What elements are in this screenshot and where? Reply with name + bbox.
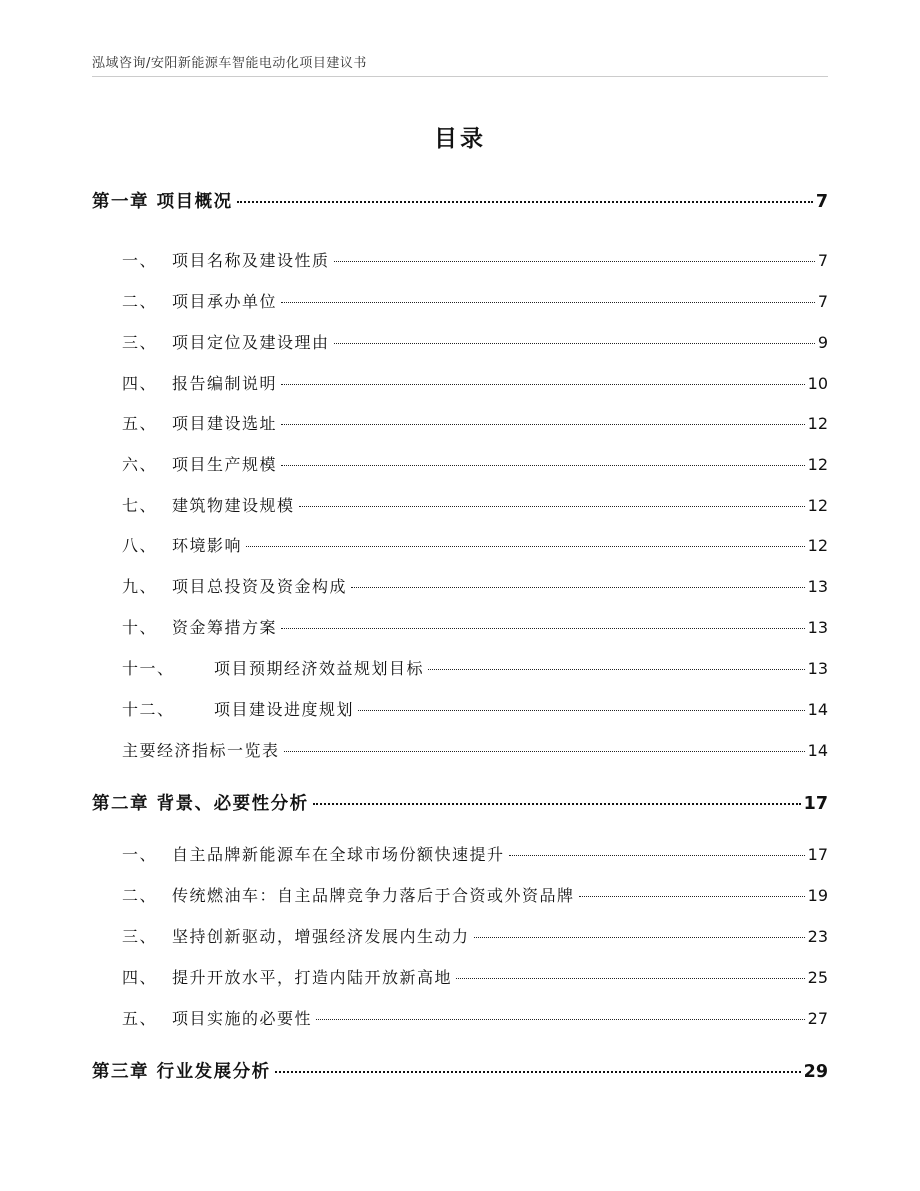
toc-section-entry[interactable] [122,371,828,394]
toc-page-number: 14 [807,741,828,760]
toc-entry-label [122,411,277,434]
toc-page-number: 7 [815,192,828,212]
toc-entry-text: 项目预期经济效益规划目标 [214,659,425,678]
toc-entry-label [122,1006,312,1029]
toc-section-entry[interactable] [122,411,828,434]
toc-page-number: 7 [817,251,828,270]
toc-entry-text: 第三章 行业发展分析 [92,1062,271,1082]
toc-section-entry[interactable] [122,574,828,597]
toc-chapter-entry[interactable] [92,790,828,815]
dot-leader [351,587,805,588]
toc-page-number: 7 [817,292,828,311]
toc-entry-text: 项目名称及建设性质 [172,251,330,270]
toc-entry-number: 二、 [122,292,158,311]
toc-page-number: 17 [807,845,828,864]
toc-entry-label [122,965,452,988]
toc-entry-label [122,493,295,516]
toc-entry-label [122,697,354,720]
toc-entry-text: 项目承办单位 [172,292,278,311]
toc-entry-number: 一、 [122,845,158,864]
dot-leader [474,937,805,938]
toc-entry-label [92,790,309,815]
toc-entry-text: 提升开放水平，打造内陆开放新高地 [172,968,453,987]
toc-entry-label [122,574,347,597]
toc-entry-label [92,1058,271,1083]
toc-entry-label [122,248,330,271]
toc-page-number: 12 [807,455,828,474]
toc-entry-number: 七、 [122,496,158,515]
toc-section-entry[interactable] [122,493,828,516]
toc-page-number: 13 [807,659,828,678]
dot-leader [316,1019,805,1020]
dot-leader [456,978,805,979]
toc-section-entry[interactable] [122,289,828,312]
header-divider [92,76,828,77]
toc-entry-text: 传统燃油车：自主品牌竞争力落后于合资或外资品牌 [172,886,575,905]
toc-entry-text: 项目建设选址 [172,414,278,433]
toc-section-entry[interactable] [122,965,828,988]
toc-entry-number: 二、 [122,886,158,905]
toc-entry-text: 建筑物建设规模 [172,496,295,515]
dot-leader [579,896,805,897]
toc-page-number: 12 [807,496,828,515]
toc-entry-text: 自主品牌新能源车在全球市场份额快速提升 [172,845,505,864]
toc-page-number: 23 [807,927,828,946]
dot-leader [334,343,815,344]
dot-leader [281,384,805,385]
toc-entry-text: 坚持创新驱动，增强经济发展内生动力 [172,927,470,946]
toc-entry-label [122,738,280,761]
toc-entry-text: 报告编制说明 [172,374,278,393]
toc-page-number: 14 [807,700,828,719]
toc-entry-text: 项目生产规模 [172,455,278,474]
toc-page-number: 29 [803,1062,828,1082]
toc-page-number: 27 [807,1009,828,1028]
dot-leader [246,546,805,547]
toc-entry-number: 五、 [122,1009,158,1028]
toc-entry-number: 八、 [122,536,158,555]
toc-page-number: 10 [807,374,828,393]
page-title: 目录 [434,126,486,152]
toc-entry-text: 主要经济指标一览表 [122,741,280,760]
toc-section-entry[interactable] [122,533,828,556]
toc-entry-number: 十二、 [122,700,175,719]
dot-leader [281,424,805,425]
toc-entry-label [122,924,470,947]
dot-leader [281,465,805,466]
toc-page-number: 19 [807,886,828,905]
toc-entry-label [92,188,233,213]
toc-chapter-entry[interactable] [92,1058,828,1083]
dot-leader [275,1071,801,1073]
dot-leader [428,669,805,670]
toc-entry-label [122,842,505,865]
toc-entry-number: 九、 [122,577,158,596]
toc-entry-number: 三、 [122,333,158,352]
dot-leader [509,855,805,856]
running-header: 泓域咨询/安阳新能源车智能电动化项目建议书 [92,56,367,71]
toc-entry-label [122,371,277,394]
toc-section-entry[interactable] [122,697,828,720]
toc-section-entry[interactable] [122,883,828,906]
toc-entry-text: 项目实施的必要性 [172,1009,313,1028]
toc-section-entry[interactable] [122,924,828,947]
dot-leader [299,506,805,507]
dot-leader [237,201,813,203]
toc-entry-number: 四、 [122,374,158,393]
toc-section-entry[interactable] [122,452,828,475]
toc-entry-text: 项目定位及建设理由 [172,333,330,352]
toc-entry-number: 四、 [122,968,158,987]
dot-leader [284,751,805,752]
dot-leader [334,261,815,262]
toc-section-entry[interactable] [122,1006,828,1029]
toc-entry-text: 第一章 项目概况 [92,192,233,212]
toc-entry-text: 项目建设进度规划 [214,700,355,719]
toc-entry-number: 三、 [122,927,158,946]
toc-entry-label [122,452,277,475]
toc-entry-text: 资金筹措方案 [172,618,278,637]
toc-page-number: 12 [807,536,828,555]
toc-page-number: 13 [807,618,828,637]
toc-section-entry[interactable] [122,842,828,865]
toc-section-entry[interactable] [122,248,828,271]
toc-entry-number: 十、 [122,618,158,637]
toc-page-number: 9 [817,333,828,352]
toc-section-entry[interactable] [122,656,828,679]
toc-entry-label [122,615,277,638]
dot-leader [281,302,815,303]
toc-page-number: 17 [803,794,828,814]
dot-leader [313,803,801,805]
toc-entry-text: 项目总投资及资金构成 [172,577,348,596]
toc-entry-text: 第二章 背景、必要性分析 [92,794,309,814]
toc-page-number: 12 [807,414,828,433]
toc-entry-label [122,656,424,679]
toc-section-entry[interactable] [122,330,828,353]
dot-leader [358,710,805,711]
toc-entry-number: 五、 [122,414,158,433]
toc-page-number: 25 [807,968,828,987]
toc-section-entry[interactable] [122,738,828,761]
dot-leader [281,628,805,629]
toc-page-number: 13 [807,577,828,596]
toc-entry-number: 一、 [122,251,158,270]
toc-entry-label [122,533,242,556]
toc-entry-text: 环境影响 [172,536,243,555]
toc-entry-number: 六、 [122,455,158,474]
toc-entry-label [122,330,330,353]
toc-chapter-entry[interactable] [92,188,828,213]
toc-entry-label [122,289,277,312]
toc-section-entry[interactable] [122,615,828,638]
toc-entry-label [122,883,575,906]
toc-entry-number: 十一、 [122,659,175,678]
